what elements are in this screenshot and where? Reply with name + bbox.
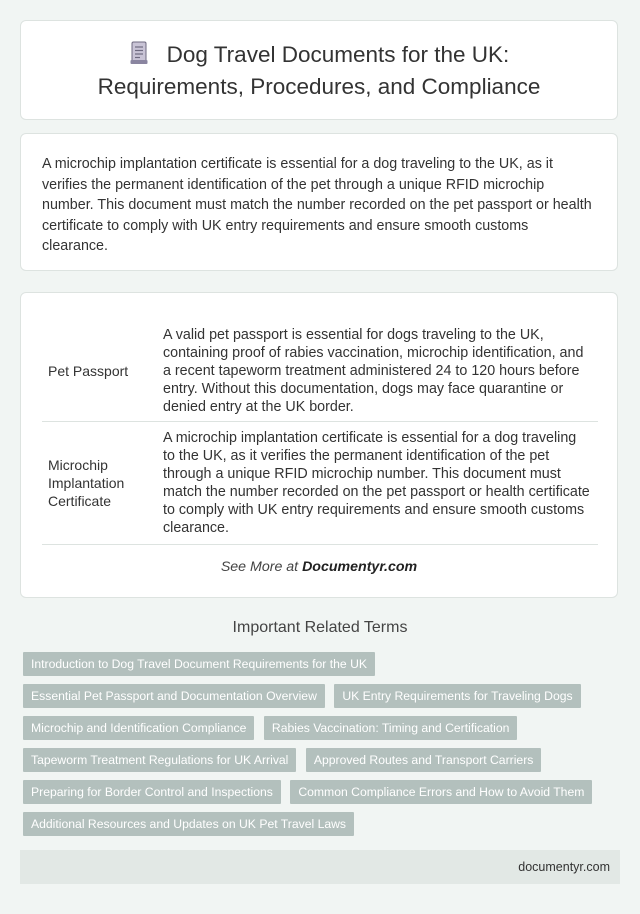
related-tag[interactable]: Common Compliance Errors and How to Avoid Them (290, 780, 592, 804)
table-row (42, 320, 598, 422)
related-tag[interactable]: Introduction to Dog Travel Document Requirements for the UK (23, 652, 375, 676)
footer-site[interactable]: documentyr.com (518, 860, 610, 874)
related-tag[interactable]: Additional Resources and Updates on UK Pet Travel Laws (23, 812, 354, 836)
related-tag[interactable]: Essential Pet Passport and Documentation Overview (23, 684, 325, 708)
term-cell: Pet Passport (42, 320, 157, 422)
table-row (42, 422, 598, 545)
title-line-1: Dog Travel Documents for the UK: (166, 41, 510, 67)
document-icon (129, 41, 149, 72)
related-tag[interactable]: Rabies Vaccination: Timing and Certification (264, 716, 518, 740)
title-line-2: Requirements, Procedures, and Compliance (97, 73, 541, 99)
definitions-card (20, 292, 618, 598)
footer (20, 850, 620, 884)
page-title (98, 40, 541, 101)
see-more-prefix: See More at (220, 559, 303, 575)
term-cell: Microchip Implantation Certificate (42, 422, 157, 545)
title-card (20, 20, 618, 120)
definitions-table (42, 320, 598, 545)
description-cell: A valid pet passport is essential for dogs traveling to the UK, containing proof of rabies vaccination, microchip identification, and a recent tapeworm treatment administered 24 to 120 hours before entry. Without this documentation, dogs may face quarantine or denied entry at the UK border. (157, 320, 598, 422)
related-tags (23, 652, 603, 844)
description-cell: A microchip implantation certificate is essential for a dog traveling to the UK, as it verifies the permanent identification of the pet through a unique RFID microchip number. This document must match the number recorded on the pet passport or health certificate to comply with UK entry requirements and ensure smooth customs clearance. (157, 422, 598, 545)
see-more-link[interactable]: Documentyr.com (302, 559, 418, 575)
see-more (21, 559, 617, 575)
related-tag[interactable]: Approved Routes and Transport Carriers (306, 748, 541, 772)
intro-card (20, 133, 618, 271)
related-terms-heading: Important Related Terms (232, 619, 408, 636)
related-tag[interactable]: Preparing for Border Control and Inspections (23, 780, 281, 804)
intro-text: A microchip implantation certificate is essential for a dog traveling to the UK, as it verifies the permanent identification of the pet through a unique RFID microchip number. This document must match the number recorded on the pet passport or health certificate to comply with UK entry requirements and ensure smooth customs clearance. (42, 156, 592, 254)
related-tag[interactable]: Microchip and Identification Compliance (23, 716, 254, 740)
related-tag[interactable]: UK Entry Requirements for Traveling Dogs (334, 684, 580, 708)
related-tag[interactable]: Tapeworm Treatment Regulations for UK Arrival (23, 748, 296, 772)
